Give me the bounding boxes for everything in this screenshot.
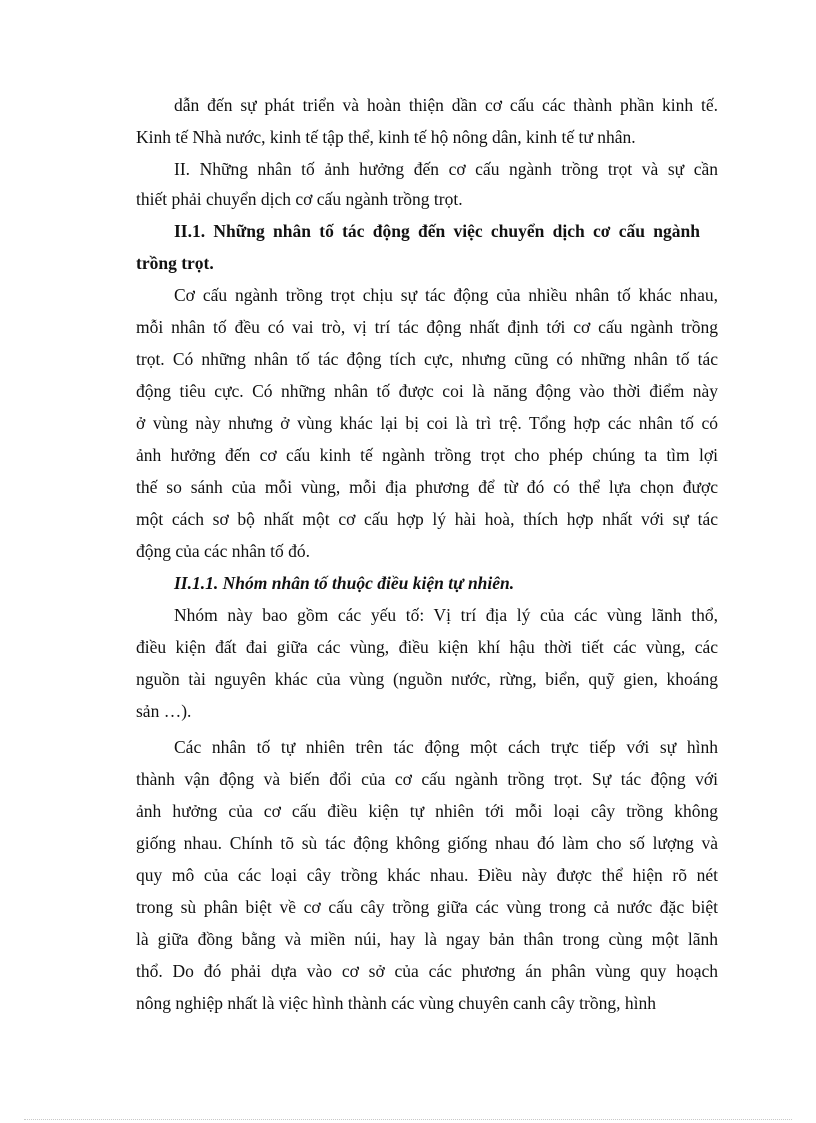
text-line: Nhóm này bao gồm các yếu tố: Vị trí địa lý của các vùng lãnh thổ,	[174, 605, 718, 625]
text-line: động tiêu cực. Có những nhân tố được coi là năng động vào thời điểm này	[136, 381, 718, 401]
text-line: nông nghiệp nhất là việc hình thành các vùng chuyên canh cây trồng, hình	[136, 993, 656, 1013]
text-line: là giữa đồng bằng và miền núi, hay là ngay bản thân trong cùng một lãnh	[136, 929, 718, 949]
text-line: mỗi nhân tố đều có vai trò, vị trí tác động nhất định tới cơ cấu ngành trồng	[136, 317, 718, 337]
text-line: ảnh hưởng của cơ cấu điều kiện tự nhiên tới mỗi loại cây trồng không	[136, 801, 718, 821]
section-heading: II. Những nhân tố ảnh hưởng đến cơ cấu ngành trồng trọt và sự cần	[174, 159, 718, 179]
text-line: quy mô của các loại cây trồng khác nhau. Điều này được thể hiện rõ nét	[136, 865, 718, 885]
text-line: điều kiện đất đai giữa các vùng, điều kiện khí hậu thời tiết các vùng, các	[136, 637, 718, 657]
text-line: thành vận động và biến đổi của cơ cấu ngành trồng trọt. Sự tác động với	[136, 769, 718, 789]
text-line: nguồn tài nguyên khác của vùng (nguồn nước, rừng, biển, quỹ gien, khoáng	[136, 669, 718, 689]
text-line: thế so sánh của mỗi vùng, mỗi địa phương để từ đó có thể lựa chọn được	[136, 477, 718, 497]
text-line: ảnh hưởng đến cơ cấu kinh tế ngành trồng trọt cho phép chúng ta tìm lợi	[136, 445, 718, 465]
text-line: giống nhau. Chính tõ sù tác động không giống nhau đó làm cho số lượng và	[136, 833, 718, 853]
text-line: một cách sơ bộ nhất một cơ cấu hợp lý hài hoà, thích hợp nhất với sự tác	[136, 509, 718, 529]
section-heading: thiết phải chuyển dịch cơ cấu ngành trồng trọt.	[136, 189, 463, 209]
text-line: Kinh tế Nhà nước, kinh tế tập thể, kinh tế hộ nông dân, kinh tế tư nhân.	[136, 127, 636, 147]
text-line: Cơ cấu ngành trồng trọt chịu sự tác động của nhiều nhân tố khác nhau,	[174, 285, 718, 305]
text-line: trọt. Có những nhân tố tác động tích cực, nhưng cũng có những nhân tố tác	[136, 349, 718, 369]
subsection-heading: II.1.1. Nhóm nhân tố thuộc điều kiện tự nhiên.	[174, 573, 515, 593]
page-bottom-divider	[24, 1119, 792, 1120]
text-line: sản …).	[136, 701, 192, 721]
text-line: ở vùng này nhưng ở vùng khác lại bị coi là trì trệ. Tổng hợp các nhân tố có	[136, 413, 718, 433]
subsection-heading: II.1. Những nhân tố tác động đến việc chuyển dịch cơ cấu ngành	[174, 221, 700, 241]
text-line: trong sù phân biệt về cơ cấu cây trồng giữa các vùng trong cả nước đặc biệt	[136, 897, 718, 917]
text-line: dẫn đến sự phát triển và hoàn thiện dần cơ cấu các thành phần kinh tế.	[174, 95, 718, 115]
subsection-heading: trồng trọt.	[136, 253, 214, 273]
text-line: thổ. Do đó phải dựa vào cơ sở của các phương án phân vùng quy hoạch	[136, 961, 718, 981]
text-line: Các nhân tố tự nhiên trên tác động một cách trực tiếp với sự hình	[174, 737, 718, 757]
text-line: động của các nhân tố đó.	[136, 541, 310, 561]
